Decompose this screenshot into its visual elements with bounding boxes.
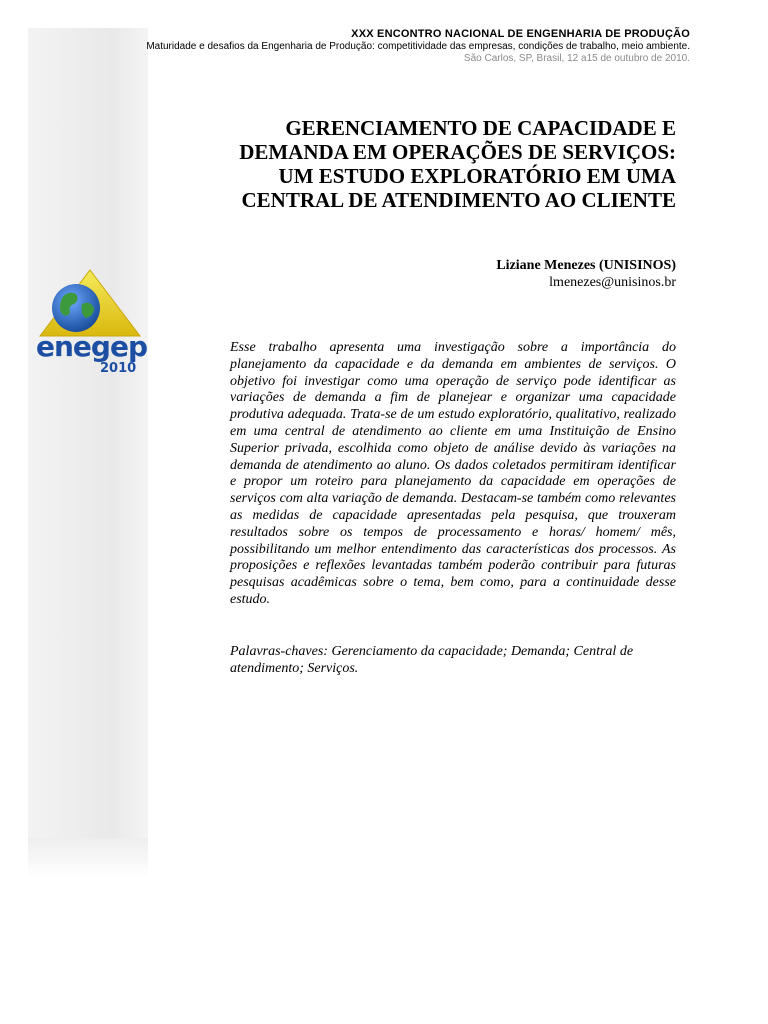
enegep-logo-graphic xyxy=(28,268,148,378)
abstract-text: Esse trabalho apresenta uma investigação sobre a importância do planejamento da capacidade e da demanda em ambientes de serviços. O objetivo foi investigar como uma operação de serviço pode identificar as variações de demanda a fim de planejear e organizar uma capacidade produtiva adequada. Trata-se de um estudo exploratório, qualitativo, realizado em uma central de atendimento ao cliente em uma Instituição de Ensino Superior privada, escolhida como objeto de análise devido às variações na demanda de atendimento ao aluno. Os dados coletados permitiram identificar e propor um roteiro para planejamento da capacidade em operações de serviços com alta variação de demanda. Destacam-se também como relevantes as medidas de capacidade apresentadas pela pesquisa, que trouxeram resultados sobre os tempos de processamento e horas/ homem/ mês, possibilitando um melhor entendimento das características dos processos. As proposições e reflexões levantadas também poderão contribuir para futuras pesquisas acadêmicas sobre o tema, bem como, para a continuidade desse estudo. xyxy=(230,340,676,607)
conference-name: XXX ENCONTRO NACIONAL DE ENGENHARIA DE PRODUÇÃO xyxy=(351,28,690,40)
logo-year: 2010 xyxy=(100,361,137,376)
conference-header xyxy=(146,28,690,65)
conference-location: São Carlos, SP, Brasil, 12 a15 de outubro de 2010. xyxy=(463,53,690,64)
paper-title: GERENCIAMENTO DE CAPACIDADE E DEMANDA EM OPERAÇÕES DE SERVIÇOS: UM ESTUDO EXPLORATÓRIO EM UMA CENTRAL DE ATENDIMENTO AO CLIENTE xyxy=(239,116,676,212)
left-sidebar-band xyxy=(28,28,148,838)
author-name: Liziane Menezes (UNISINOS) xyxy=(496,258,676,273)
enegep-logo xyxy=(28,268,148,378)
conference-theme: Maturidade e desafios da Engenharia de Produção: competitividade das empresas, condições de trabalho, meio ambiente. xyxy=(146,41,690,52)
author-email: lmenezes@unisinos.br xyxy=(549,275,676,290)
logo-wordmark: enegep xyxy=(36,330,147,363)
author-block xyxy=(496,257,676,291)
keywords-text: Palavras-chaves: Gerenciamento da capacidade; Demanda; Central de atendimento; Serviços. xyxy=(230,644,634,676)
left-sidebar-fade xyxy=(28,838,148,878)
